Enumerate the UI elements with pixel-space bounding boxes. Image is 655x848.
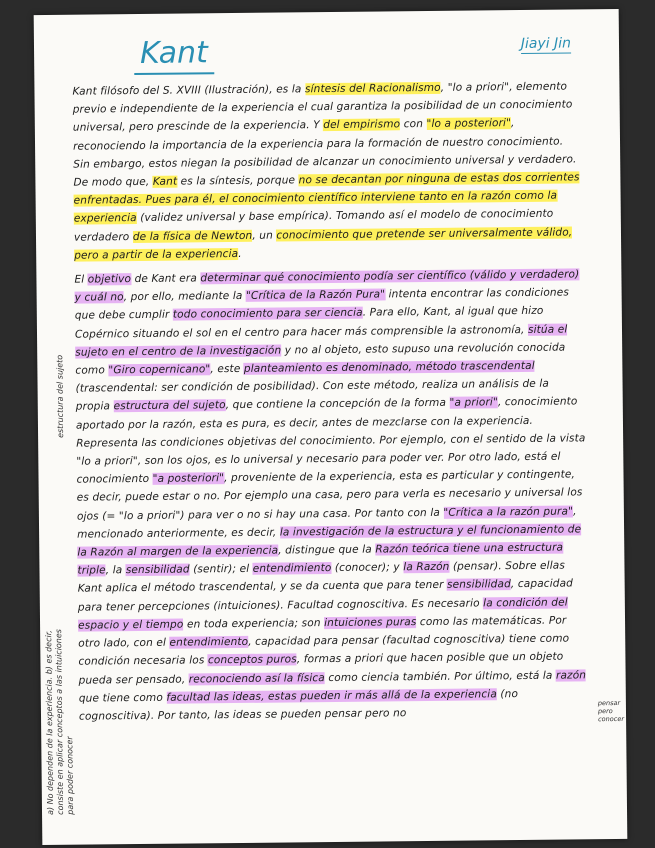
text-run: . <box>238 247 242 260</box>
margin-note: estructura del sujeto <box>55 354 66 438</box>
highlighted-text: reconociendo así la física <box>188 671 325 685</box>
highlighted-text: sitúa el sujeto en el centro de la investigación <box>75 323 568 359</box>
text-run: en toda experiencia; son <box>183 616 325 631</box>
text-run: . Para ello, Kant, al igual que hizo Copérnico situando el sol en el centro para hacer más comprensible la astronomía, <box>74 305 544 341</box>
text-run: , conocimiento aportado por la razón, esta es pura, es decir, antes de mezclarse con la experiencia. Representa las condiciones objetivas del conocimiento. Por ejemplo, con el sentido de la vista "lo a priori", son los ojos, es lo universal y necesario para poder ver. Por otro lado, está el conocimiento <box>75 395 586 486</box>
text-run: (validez universal y base empírica). Tomando así el modelo de conocimiento verdadero <box>73 208 554 244</box>
highlighted-text: sensibilidad <box>446 578 511 592</box>
text-run: de Kant era <box>131 272 201 286</box>
highlighted-text: entendimiento <box>252 562 332 576</box>
highlighted-text: razón <box>555 668 587 682</box>
highlighted-text: facultad las ideas, estas pueden ir más allá de la experiencia <box>166 687 497 704</box>
text-run: , por ello, mediante la <box>123 290 247 304</box>
text-run: (conocer); y <box>331 561 404 575</box>
paragraph-1 <box>72 77 584 264</box>
highlighted-text: todo conocimiento para ser ciencia <box>172 307 363 322</box>
text-run: intenta encontrar las condiciones que debe cumplir <box>74 286 569 323</box>
text-run: (no cognoscitiva). Por tanto, las ideas se pueden pensar pero no <box>78 687 519 723</box>
highlighted-text: Kant <box>152 175 178 188</box>
text-run: y no al objeto, esto supuso una revolución conocida como <box>75 341 566 377</box>
notes-body <box>72 77 589 725</box>
author-name: Jiayi Jin <box>520 35 572 52</box>
highlighted-text: Razón teórica tiene una estructura triple <box>77 541 564 577</box>
highlighted-text: síntesis del Racionalismo <box>304 81 441 96</box>
text-run: es la síntesis, porque <box>177 174 299 188</box>
highlighted-text: "a priori" <box>449 396 498 410</box>
text-run: (sentir); el <box>189 563 253 576</box>
highlighted-text: "Crítica de la Razón Pura" <box>245 288 386 303</box>
highlighted-text: objetivo <box>87 273 132 286</box>
highlighted-text: la investigación de la estructura y el funcionamiento de la Razón al margen de la experiencia <box>77 523 582 559</box>
right-margin-note: pensar pero conocer <box>597 698 625 724</box>
text-run: con <box>400 118 427 131</box>
notebook-page <box>34 9 628 845</box>
highlighted-text: entendimiento <box>169 635 249 649</box>
text-run: , reconociendo la importancia de la experiencia para la formación de nuestro conocimiento. Sin embargo, estos niegan la posibilidad de alcanzar un conocimiento universal y verdadero. De modo que, <box>72 117 577 189</box>
text-run: , proveniente de la experiencia, esta es particular y contingente, es decir, puede estar o no. Por ejemplo una casa, pero para verla es necesario y universal los ojos (= "lo a priori") para ver o no si hay una casa. Por tanto con la <box>76 468 583 523</box>
highlighted-text: de la física de Newton <box>132 229 253 243</box>
highlighted-text: "lo a posteriori" <box>426 117 512 131</box>
text-run: que tiene como <box>78 691 167 705</box>
text-run: , "lo a priori", elemento previo e independiente de la experiencia el cual garantiza la posibilidad de un conocimiento universal, pero prescinde de la experiencia. Y <box>72 80 573 135</box>
text-run: El <box>74 273 88 286</box>
paragraph-2 <box>74 265 589 725</box>
text-run: , la <box>105 564 126 577</box>
page-title: Kant <box>134 35 214 75</box>
text-run: (trascendental: ser condición de posibilidad). Con este método, realiza un análisis de la propia <box>75 377 550 414</box>
highlighted-text: estructura del sujeto <box>113 399 226 413</box>
highlighted-text: conocimiento que pretende ser universalmente válido, pero a partir de la experiencia <box>74 226 573 262</box>
highlighted-text: sensibilidad <box>125 563 190 577</box>
text-run: , mencionado anteriormente, es decir, <box>77 505 577 541</box>
text-run: , formas a priori que hacen posible que un objeto pueda ser pensado, <box>78 650 564 687</box>
highlighted-text: "a posteriori" <box>152 472 225 486</box>
highlighted-text: conceptos puros <box>207 653 297 667</box>
text-run: , capacidad para tener percepciones (intuiciones). Facultad cognoscitiva. Es necesario <box>77 577 574 614</box>
side-note: a) No dependen de la experiencia. b) es decir, consiste en aplicar conceptos a las intuiciones para poder conocer <box>44 628 76 815</box>
highlighted-text: la Razón <box>403 561 450 574</box>
text-run: , un <box>252 229 277 242</box>
highlighted-text: "Crítica a la razón pura" <box>443 505 574 519</box>
text-run: , este <box>210 362 244 376</box>
highlighted-text: no se decantan por ninguna de estas dos corrientes enfrentadas. Pues para él, el conocimiento científico interviene tanto en la razón como la experiencia <box>73 171 580 226</box>
highlighted-text: "Giro copernicano" <box>108 363 211 377</box>
highlighted-text: determinar qué conocimiento podía ser científico (válido y verdadero) y cuál no <box>74 268 580 304</box>
highlighted-text: del empirismo <box>323 118 401 132</box>
highlighted-text: la condición del espacio y el tiempo <box>78 596 568 632</box>
text-run: , capacidad para pensar (facultad cognoscitiva) tiene como condición necesaria los <box>78 632 570 668</box>
text-run: , distingue que la <box>278 543 376 557</box>
text-run: , que contiene la concepción de la forma <box>225 397 450 412</box>
text-run: Kant filósofo del S. XVIII (Ilustración), es la <box>72 83 306 98</box>
text-run: como las matemáticas. Por otro lado, con el <box>78 614 567 650</box>
highlighted-text: intuiciones puras <box>324 616 417 629</box>
text-run: (pensar). Sobre ellas Kant aplica el método trascendental, y se da cuenta que para tener <box>77 559 565 596</box>
highlighted-text: planteamiento es denominado, método trascendental <box>243 359 535 375</box>
text-run: como ciencia también. Por último, está la <box>324 669 557 684</box>
